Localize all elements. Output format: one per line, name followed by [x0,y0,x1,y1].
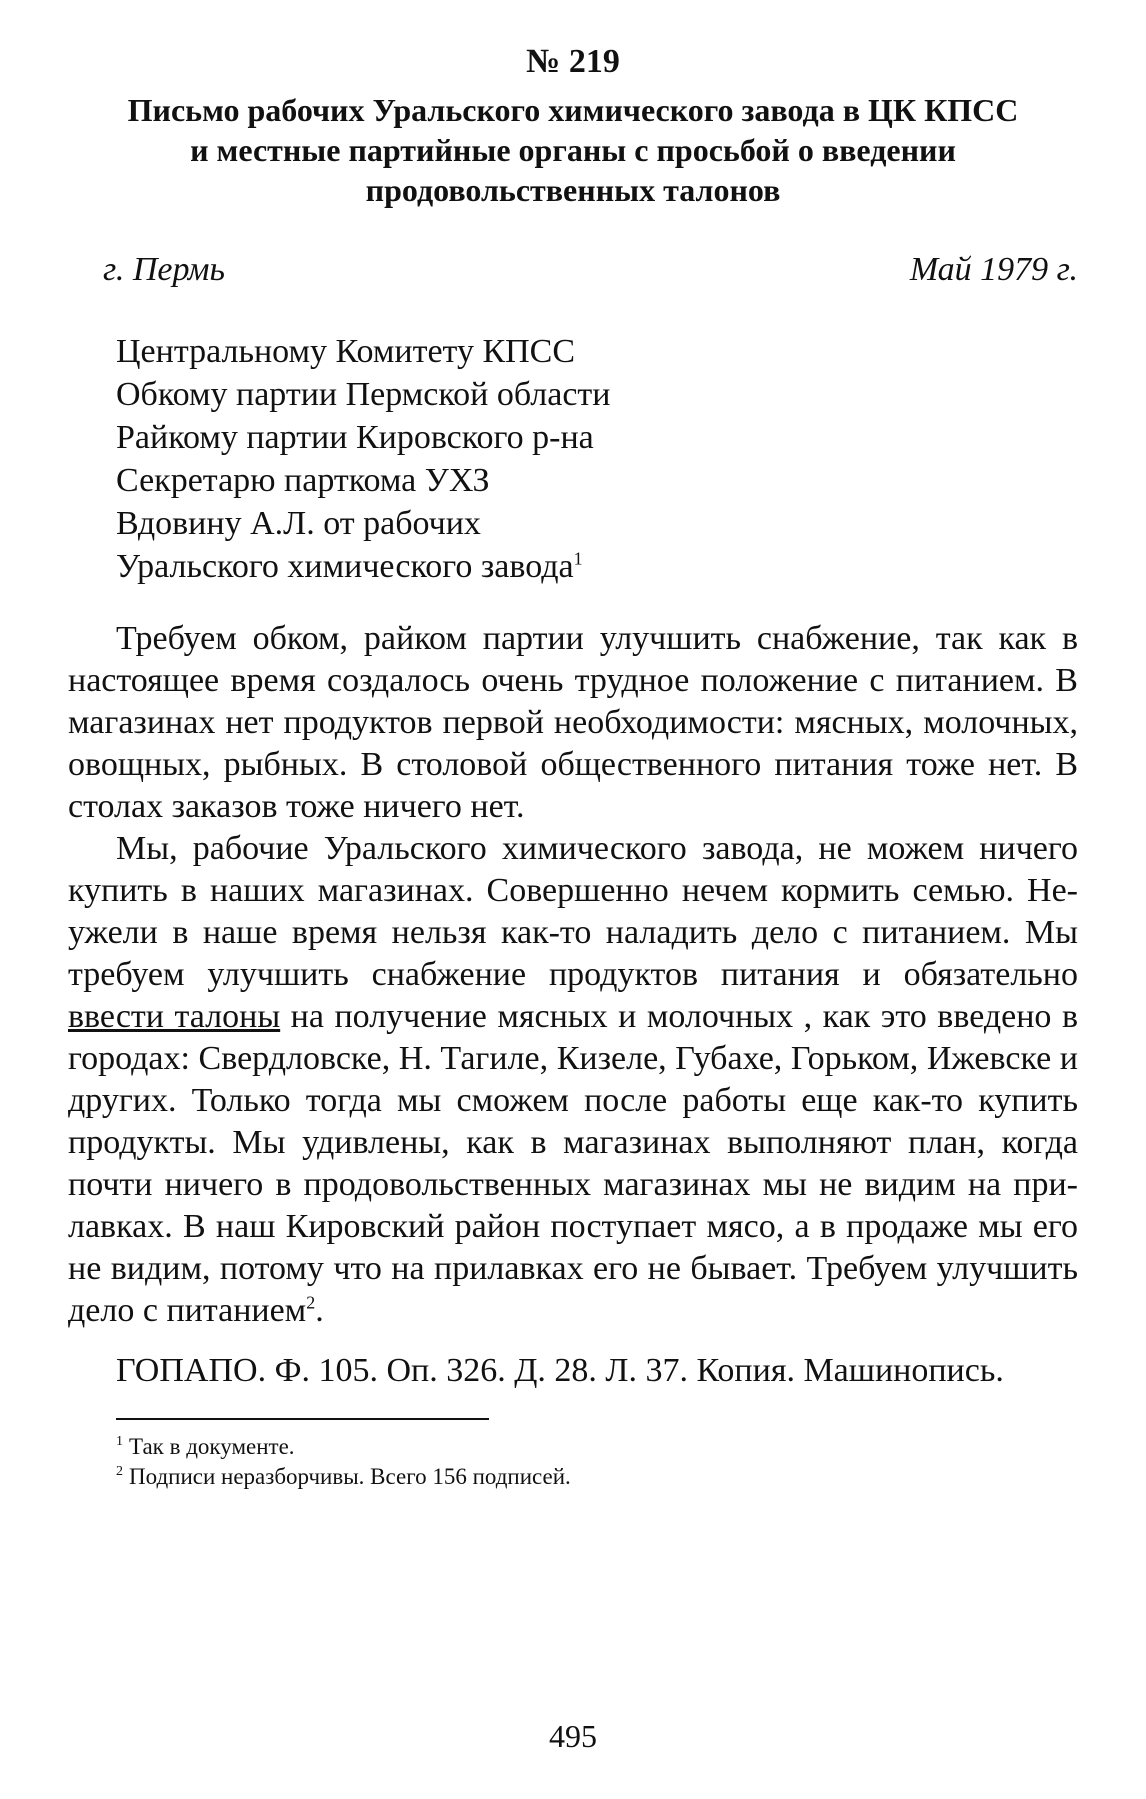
footnote-text: Подписи неразборчивы. Всего 156 подписей. [129,1464,571,1489]
footnote-mark: 2 [116,1464,123,1480]
footnote [116,1462,571,1492]
body-text: . [315,1292,324,1329]
footnote-mark: 1 [573,548,583,569]
body-text: Мы, рабочие Уральского химического завода, не можем ничего купить в наших магазинах. Совершенно нечем кормить семью. Неужели в наше время нельзя как-то наладить дело с питанием. Мы требуем улучшить снабжение продуктов питания и обязательно [68,830,1078,993]
body-text: на получение мясных и молочных , как это введено в городах: Свердловске, Н. Тагиле, Кизеле, Губахе, Горьком, Ижевске и других. Только тогда мы сможем после работы еще как-то купить продукты. Мы удивлены, как в магазинах выполняют план, когда почти ничего в продовольственных магазинах мы не видим на прилавках. В наш Кировский район поступает мясо, а в продаже мы его не видим, потому что на прилавках его не бывает. Требуем улучшить дело с питанием [68,998,1078,1329]
document-date: Май 1979 г. [909,251,1078,288]
title-line: и местные партийные органы с просьбой о введении [190,132,956,168]
body-paragraph [68,828,1078,1332]
footnote-divider [116,1418,489,1420]
title-line: Письмо рабочих Уральского химического завода в ЦК КПСС [127,92,1019,128]
page-number: 495 [549,1718,597,1754]
body-paragraph: Требуем обком, райком партии улучшить снабжение, так как в настоящее время создалось очень трудное положение с питанием. В магазинах нет продуктов первой необходимости: мясных, молочных, овощных, рыбных. В столовой общественного питания тоже нет. В столах заказов тоже ничего нет. [68,620,1078,825]
footnote-mark: 1 [116,1434,123,1450]
document-title [60,90,1086,210]
title-line: продовольственных талонов [365,172,781,208]
archive-reference: ГОПАПО. Ф. 105. Оп. 326. Д. 28. Л. 37. Копия. Машинопись. [116,1352,1004,1389]
addressee-line [116,545,610,588]
footnote-mark: 2 [306,1292,316,1313]
footnote-text: Так в документе. [129,1434,295,1459]
addressee-line: Секретарю парткома УХЗ [116,462,490,499]
document-place: г. Пермь [103,251,225,288]
addressee-text: Уральского химического завода [116,548,574,585]
footnote [116,1432,571,1462]
addressee-line: Центральному Комитету КПСС [116,333,576,370]
underlined-phrase: ввести талоны [68,998,281,1035]
addressee-line: Райкому партии Кировского р-на [116,419,594,456]
addressee-line: Обкому партии Пермской области [116,376,611,413]
addressee-line: Вдовину А.Л. от рабочих [116,505,481,542]
addressee-block [116,330,610,588]
document-number: № 219 [526,43,620,80]
footnotes [116,1432,571,1492]
letter-body [68,618,1078,1332]
